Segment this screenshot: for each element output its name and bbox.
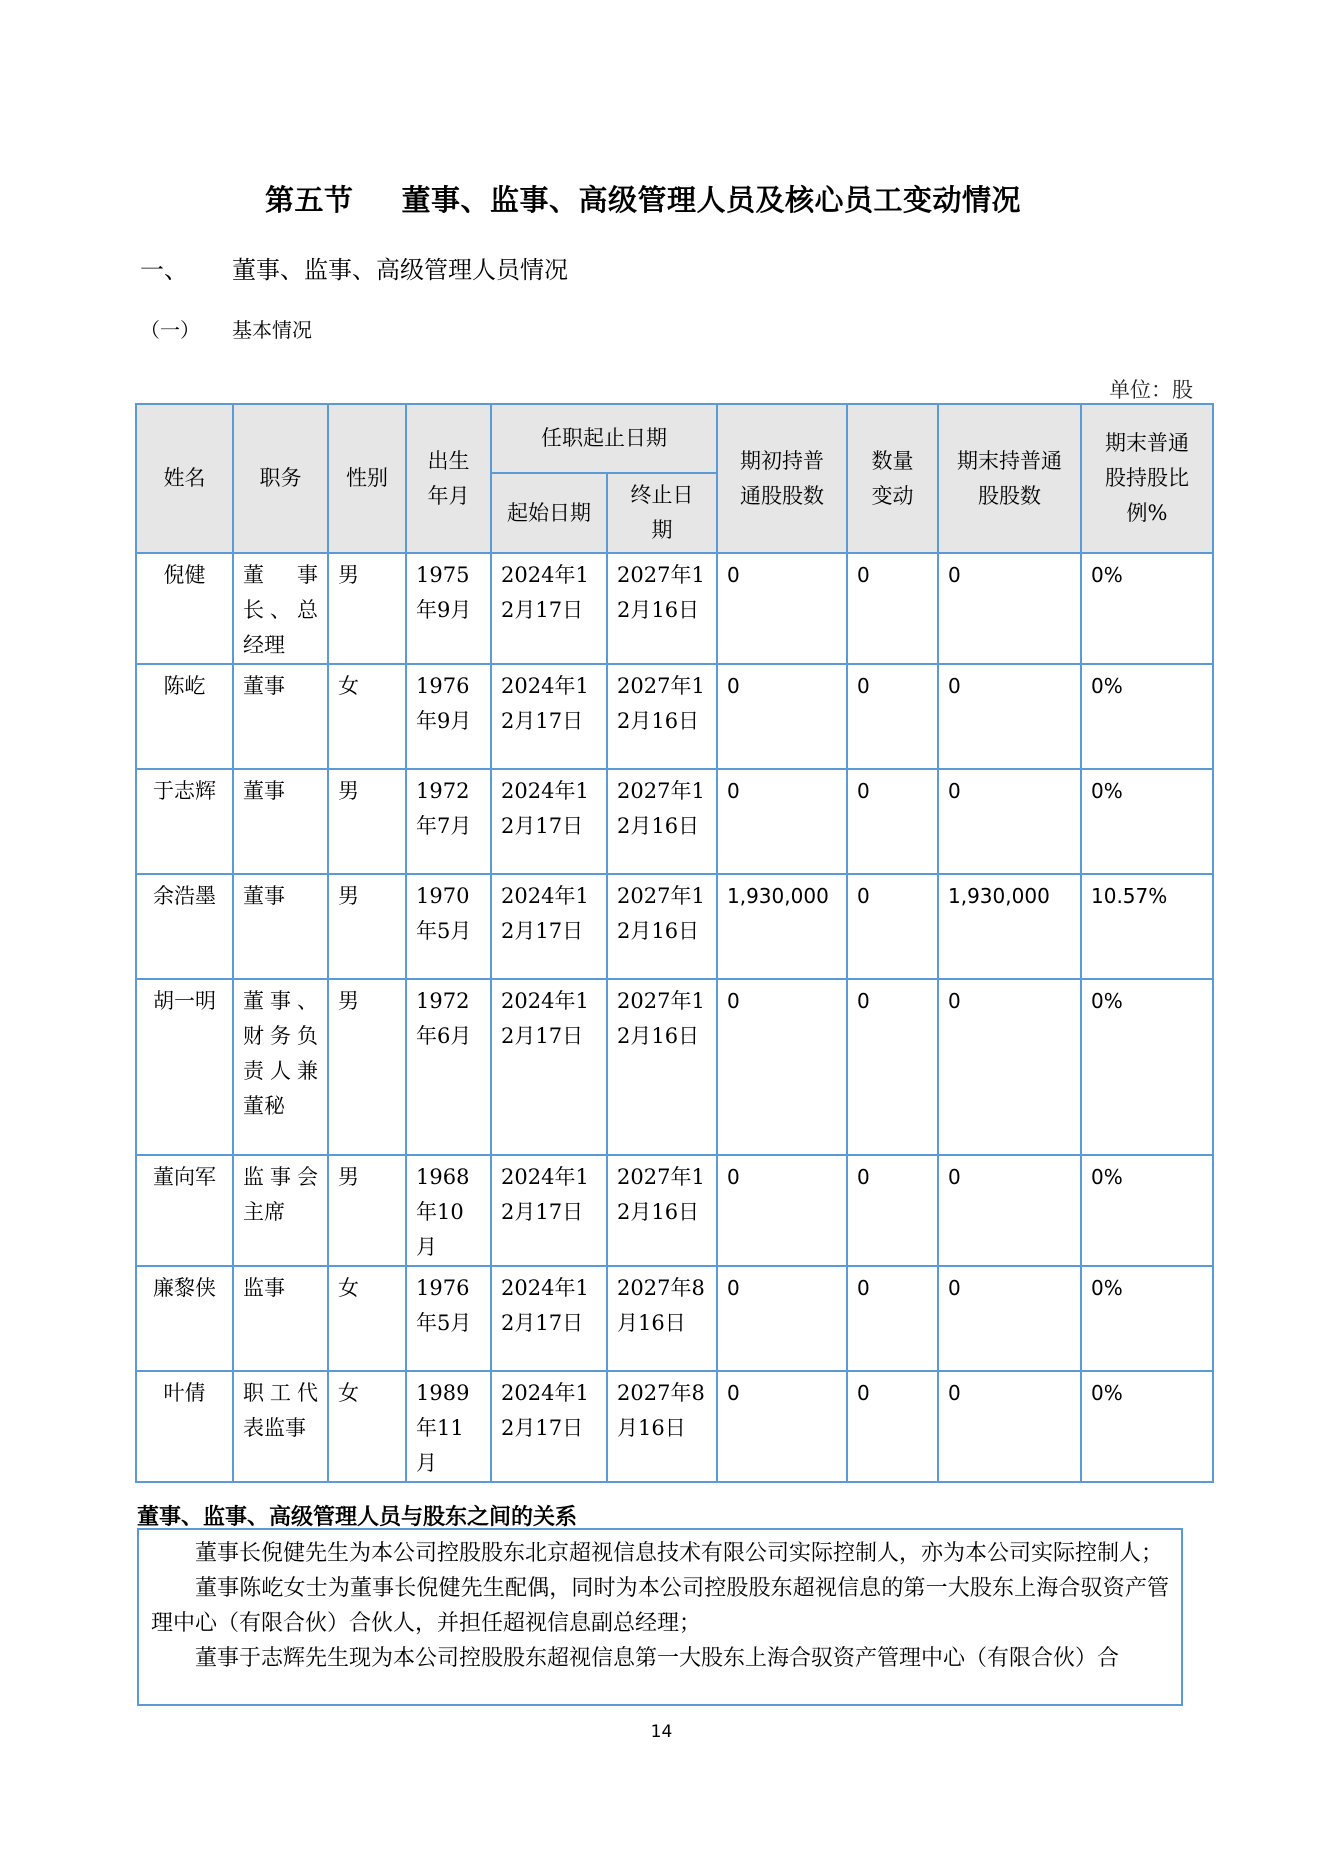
cell-position: 董事 [233, 874, 328, 979]
cell-shares-begin: 0 [717, 1371, 847, 1482]
header-term-end: 终止日期 [607, 473, 717, 553]
table-row [136, 553, 1213, 664]
cell-term-end: 2027年8月16日 [607, 1371, 717, 1482]
heading-level-1 [140, 250, 568, 285]
cell-term-end: 2027年12月16日 [607, 664, 717, 769]
cell-position: 职工代表监事 [233, 1371, 328, 1482]
cell-change: 0 [847, 1155, 938, 1266]
cell-term-end: 2027年8月16日 [607, 1266, 717, 1371]
relations-paragraph: 董事于志辉先生现为本公司控股股东超视信息第一大股东上海合驭资产管理中心（有限合伙）合 [195, 1646, 1120, 1671]
table-row [136, 979, 1213, 1155]
section-number: 第五节 [265, 183, 354, 217]
cell-shares-end: 1,930,000 [938, 874, 1081, 979]
header-shares-end: 期末持普通股股数 [938, 404, 1081, 553]
table-row [136, 1155, 1213, 1266]
cell-term-start: 2024年12月17日 [491, 1371, 607, 1482]
cell-change: 0 [847, 979, 938, 1155]
cell-change: 0 [847, 553, 938, 664]
cell-name: 董向军 [136, 1155, 233, 1266]
cell-shares-end: 0 [938, 979, 1081, 1155]
cell-ratio-end: 10.57% [1081, 874, 1213, 979]
cell-ratio-end: 0% [1081, 664, 1213, 769]
cell-shares-begin: 0 [717, 664, 847, 769]
cell-position: 董事、财务负责人兼董秘 [233, 979, 328, 1155]
cell-birth: 1968年10月 [406, 1155, 491, 1266]
cell-change: 0 [847, 1371, 938, 1482]
cell-term-start: 2024年12月17日 [491, 874, 607, 979]
cell-shares-end: 0 [938, 553, 1081, 664]
cell-shares-end: 0 [938, 664, 1081, 769]
cell-ratio-end: 0% [1081, 1266, 1213, 1371]
cell-shares-begin: 0 [717, 979, 847, 1155]
heading-level-2 [140, 314, 312, 343]
cell-ratio-end: 0% [1081, 1155, 1213, 1266]
cell-birth: 1976年9月 [406, 664, 491, 769]
cell-birth: 1972年6月 [406, 979, 491, 1155]
header-birth: 出生年月 [406, 404, 491, 553]
cell-position: 董事 [233, 769, 328, 874]
heading-level-1-text: 董事、监事、高级管理人员情况 [232, 256, 568, 284]
cell-birth: 1975年9月 [406, 553, 491, 664]
header-shares-begin: 期初持普通股股数 [717, 404, 847, 553]
cell-birth: 1970年5月 [406, 874, 491, 979]
cell-shares-end: 0 [938, 769, 1081, 874]
cell-term-end: 2027年12月16日 [607, 553, 717, 664]
cell-birth: 1976年5月 [406, 1266, 491, 1371]
cell-term-start: 2024年12月17日 [491, 1155, 607, 1266]
cell-name: 于志辉 [136, 769, 233, 874]
cell-gender: 男 [328, 553, 406, 664]
cell-ratio-end: 0% [1081, 769, 1213, 874]
relations-paragraph: 董事长倪健先生为本公司控股股东北京超视信息技术有限公司实际控制人，亦为本公司实际控制人； [195, 1541, 1164, 1566]
cell-position: 监事 [233, 1266, 328, 1371]
cell-gender: 女 [328, 664, 406, 769]
cell-change: 0 [847, 1266, 938, 1371]
section-title-text: 董事、监事、高级管理人员及核心员工变动情况 [401, 183, 1022, 217]
cell-term-end: 2027年12月16日 [607, 874, 717, 979]
cell-term-start: 2024年12月17日 [491, 664, 607, 769]
cell-position: 董事 [233, 664, 328, 769]
cell-term-start: 2024年12月17日 [491, 769, 607, 874]
cell-gender: 男 [328, 874, 406, 979]
cell-shares-begin: 0 [717, 1155, 847, 1266]
relations-heading: 董事、监事、高级管理人员与股东之间的关系 [137, 1505, 578, 1530]
heading-level-2-number: （一） [140, 318, 200, 342]
header-term-start: 起始日期 [491, 473, 607, 553]
table-row [136, 769, 1213, 874]
table-row [136, 1266, 1213, 1371]
cell-gender: 男 [328, 769, 406, 874]
cell-shares-end: 0 [938, 1371, 1081, 1482]
cell-shares-end: 0 [938, 1155, 1081, 1266]
header-ratio-end: 期末普通股持股比例% [1081, 404, 1213, 553]
cell-term-start: 2024年12月17日 [491, 553, 607, 664]
cell-term-start: 2024年12月17日 [491, 1266, 607, 1371]
cell-birth: 1989年11月 [406, 1371, 491, 1482]
cell-name: 胡一明 [136, 979, 233, 1155]
relations-box [137, 1528, 1183, 1706]
header-change: 数量变动 [847, 404, 938, 553]
cell-change: 0 [847, 769, 938, 874]
cell-term-end: 2027年12月16日 [607, 979, 717, 1155]
cell-position: 董事长、总经理 [233, 553, 328, 664]
header-name: 姓名 [136, 404, 233, 553]
cell-shares-begin: 0 [717, 1266, 847, 1371]
header-position: 职务 [233, 404, 328, 553]
cell-change: 0 [847, 874, 938, 979]
cell-name: 余浩墨 [136, 874, 233, 979]
cell-gender: 女 [328, 1371, 406, 1482]
table-row [136, 1371, 1213, 1482]
table-row [136, 874, 1213, 979]
cell-term-end: 2027年12月16日 [607, 1155, 717, 1266]
cell-name: 倪健 [136, 553, 233, 664]
header-gender: 性别 [328, 404, 406, 553]
heading-level-1-number: 一、 [140, 256, 188, 284]
cell-ratio-end: 0% [1081, 979, 1213, 1155]
cell-name: 廉黎侠 [136, 1266, 233, 1371]
heading-level-2-text: 基本情况 [232, 318, 312, 342]
cell-shares-begin: 1,930,000 [717, 874, 847, 979]
relations-paragraph: 董事陈屹女士为董事长倪健先生配偶，同时为本公司控股股东超视信息的第一大股东上海合驭资产管理中心（有限合伙）合伙人，并担任超视信息副总经理； [151, 1576, 1169, 1636]
cell-ratio-end: 0% [1081, 1371, 1213, 1482]
cell-term-start: 2024年12月17日 [491, 979, 607, 1155]
cell-term-end: 2027年12月16日 [607, 769, 717, 874]
cell-gender: 男 [328, 979, 406, 1155]
cell-shares-end: 0 [938, 1266, 1081, 1371]
cell-shares-begin: 0 [717, 769, 847, 874]
page-number: 14 [650, 1722, 673, 1742]
cell-ratio-end: 0% [1081, 553, 1213, 664]
cell-gender: 男 [328, 1155, 406, 1266]
cell-shares-begin: 0 [717, 553, 847, 664]
cell-gender: 女 [328, 1266, 406, 1371]
cell-change: 0 [847, 664, 938, 769]
directors-table [135, 403, 1214, 1483]
cell-name: 叶倩 [136, 1371, 233, 1482]
cell-birth: 1972年7月 [406, 769, 491, 874]
table-row [136, 664, 1213, 769]
unit-label: 单位：股 [1109, 378, 1193, 402]
section-title [265, 178, 1021, 219]
cell-position: 监事会主席 [233, 1155, 328, 1266]
header-term: 任职起止日期 [491, 404, 717, 473]
cell-name: 陈屹 [136, 664, 233, 769]
